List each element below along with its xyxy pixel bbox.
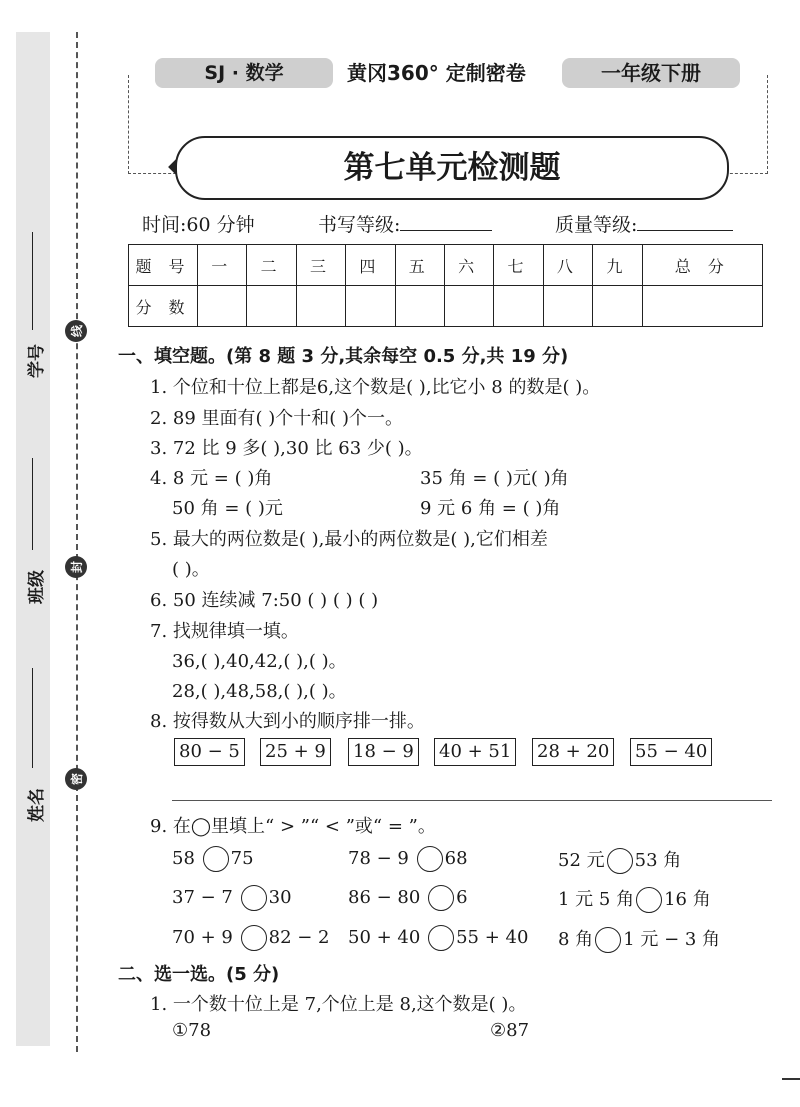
compare-item bbox=[348, 925, 528, 951]
compare-right: 30 bbox=[268, 887, 292, 908]
table-cell: 五 bbox=[395, 245, 444, 286]
compare-right: 16 角 bbox=[664, 889, 711, 910]
answer-circle[interactable] bbox=[203, 846, 229, 872]
score-cell[interactable] bbox=[346, 286, 395, 327]
compare-left: 70 + 9 bbox=[172, 927, 233, 948]
question-8: 8. 按得数从大到小的顺序排一排。 bbox=[150, 711, 425, 732]
compare-left: 86 − 80 bbox=[348, 887, 421, 908]
compare-left: 58 bbox=[172, 848, 195, 869]
question-4a: 4. 8 元 = ( )角 bbox=[150, 468, 273, 489]
score-cell[interactable] bbox=[296, 286, 345, 327]
compare-left: 37 − 7 bbox=[172, 887, 233, 908]
compare-item bbox=[348, 846, 468, 872]
writing-grade bbox=[318, 210, 492, 237]
compare-right: 53 角 bbox=[634, 850, 682, 871]
question-9: 9. 在◯里填上“ > ”“ < ”或“ = ”。 bbox=[150, 816, 436, 837]
score-cell[interactable] bbox=[395, 286, 444, 327]
question-1: 1. 个位和十位上都是6,这个数是( ),比它小 8 的数是( )。 bbox=[150, 377, 601, 398]
answer-circle[interactable] bbox=[595, 927, 621, 953]
score-table bbox=[128, 244, 763, 327]
compare-right: 75 bbox=[230, 848, 254, 869]
score-cell[interactable] bbox=[543, 286, 592, 327]
quality-grade-blank[interactable] bbox=[637, 212, 733, 231]
grade-pill: 一年级下册 bbox=[562, 58, 740, 88]
section-1-title: 一、填空题。(第 8 题 3 分,其余每空 0.5 分,共 19 分) bbox=[118, 346, 569, 367]
compare-item bbox=[558, 885, 711, 913]
table-cell: 六 bbox=[444, 245, 493, 286]
table-cell: 一 bbox=[198, 245, 247, 286]
question-7: 7. 找规律填一填。 bbox=[150, 621, 299, 642]
question-4b: 35 角 = ( )元( )角 bbox=[420, 468, 569, 489]
binding-margin bbox=[16, 32, 50, 1046]
table-cell: 二 bbox=[247, 245, 296, 286]
compare-left: 1 元 5 角 bbox=[558, 889, 635, 910]
student-id-label: 学号 bbox=[27, 344, 47, 378]
compare-item bbox=[558, 925, 720, 953]
table-cell: 九 bbox=[593, 245, 642, 286]
writing-grade-label: 书写等级: bbox=[318, 214, 401, 236]
compare-right: 6 bbox=[456, 887, 468, 908]
question-7-row-2: 28,( ),48,58,( ),( )。 bbox=[172, 681, 347, 702]
score-cell[interactable] bbox=[642, 286, 762, 327]
compare-left: 52 元 bbox=[558, 850, 605, 871]
score-table-header-row bbox=[129, 245, 763, 286]
expression-box: 40 + 51 bbox=[434, 738, 516, 766]
exam-time: 时间:60 分钟 bbox=[142, 214, 255, 236]
expression-box: 80 − 5 bbox=[174, 738, 245, 766]
score-table-score-row bbox=[129, 286, 763, 327]
question-2: 2. 89 里面有( )个十和( )个一。 bbox=[150, 408, 404, 429]
score-cell[interactable] bbox=[593, 286, 642, 327]
seal-seal-icon: 封 bbox=[65, 556, 87, 578]
answer-circle[interactable] bbox=[241, 925, 267, 951]
compare-right: 68 bbox=[444, 848, 468, 869]
name-label: 姓名 bbox=[27, 788, 47, 822]
table-cell: 七 bbox=[494, 245, 543, 286]
compare-left: 8 角 bbox=[558, 929, 594, 950]
question-7-row-1: 36,( ),40,42,( ),( )。 bbox=[172, 651, 347, 672]
seal-secret-icon: 密 bbox=[65, 768, 87, 790]
expression-box: 25 + 9 bbox=[260, 738, 331, 766]
question-6: 6. 50 连续减 7:50 ( ) ( ) ( ) bbox=[150, 590, 379, 611]
question-5: 5. 最大的两位数是( ),最小的两位数是( ),它们相差 bbox=[150, 529, 548, 550]
choice-option-2[interactable]: ②87 bbox=[490, 1020, 530, 1041]
answer-circle[interactable] bbox=[428, 885, 454, 911]
expression-box: 28 + 20 bbox=[532, 738, 614, 766]
series-title: 黄冈360° 定制密卷 bbox=[343, 58, 530, 88]
page-title: 第七单元检测题 bbox=[175, 136, 729, 200]
cut-line bbox=[76, 32, 78, 1052]
score-cell[interactable] bbox=[494, 286, 543, 327]
table-cell: 总 分 bbox=[642, 245, 762, 286]
question-4c: 50 角 = ( )元 bbox=[172, 498, 283, 519]
compare-left: 78 − 9 bbox=[348, 848, 409, 869]
subject-pill: SJ · 数学 bbox=[155, 58, 333, 88]
quality-grade-label: 质量等级: bbox=[555, 214, 638, 236]
question-4d: 9 元 6 角 = ( )角 bbox=[420, 498, 561, 519]
student-id-line bbox=[32, 232, 33, 330]
name-line bbox=[32, 668, 33, 768]
question-3: 3. 72 比 9 多( ),30 比 63 少( )。 bbox=[150, 438, 423, 459]
table-cell: 四 bbox=[346, 245, 395, 286]
compare-right: 82 − 2 bbox=[268, 927, 330, 948]
answer-circle[interactable] bbox=[428, 925, 454, 951]
class-label: 班级 bbox=[27, 570, 47, 604]
section-2-title: 二、选一选。(5 分) bbox=[118, 964, 280, 985]
score-cell[interactable] bbox=[198, 286, 247, 327]
class-line bbox=[32, 458, 33, 550]
question-5-cont: ( )。 bbox=[172, 559, 210, 580]
compare-left: 50 + 40 bbox=[348, 927, 421, 948]
choice-option-1[interactable]: ①78 bbox=[172, 1020, 212, 1041]
table-cell: 三 bbox=[296, 245, 345, 286]
answer-circle[interactable] bbox=[417, 846, 443, 872]
answer-circle[interactable] bbox=[636, 887, 662, 913]
table-cell: 分 数 bbox=[129, 286, 198, 327]
compare-right: 1 元 − 3 角 bbox=[623, 929, 721, 950]
compare-item bbox=[558, 846, 681, 874]
compare-item bbox=[172, 885, 292, 911]
quality-grade bbox=[555, 210, 733, 237]
compare-item bbox=[172, 925, 330, 951]
expression-box: 55 − 40 bbox=[630, 738, 712, 766]
page-edge-mark bbox=[782, 1078, 800, 1080]
answer-circle[interactable] bbox=[607, 848, 633, 874]
choice-question-1: 1. 一个数十位上是 7,个位上是 8,这个数是( )。 bbox=[150, 994, 527, 1015]
answer-circle[interactable] bbox=[241, 885, 267, 911]
compare-right: 55 + 40 bbox=[456, 927, 529, 948]
expression-box: 18 − 9 bbox=[348, 738, 419, 766]
score-cell[interactable] bbox=[444, 286, 493, 327]
writing-grade-blank[interactable] bbox=[400, 212, 492, 231]
compare-item bbox=[172, 846, 254, 872]
answer-line[interactable] bbox=[172, 800, 772, 801]
seal-line-icon: 线 bbox=[65, 320, 87, 342]
table-cell: 题 号 bbox=[129, 245, 198, 286]
score-cell[interactable] bbox=[247, 286, 296, 327]
compare-item bbox=[348, 885, 468, 911]
table-cell: 八 bbox=[543, 245, 592, 286]
